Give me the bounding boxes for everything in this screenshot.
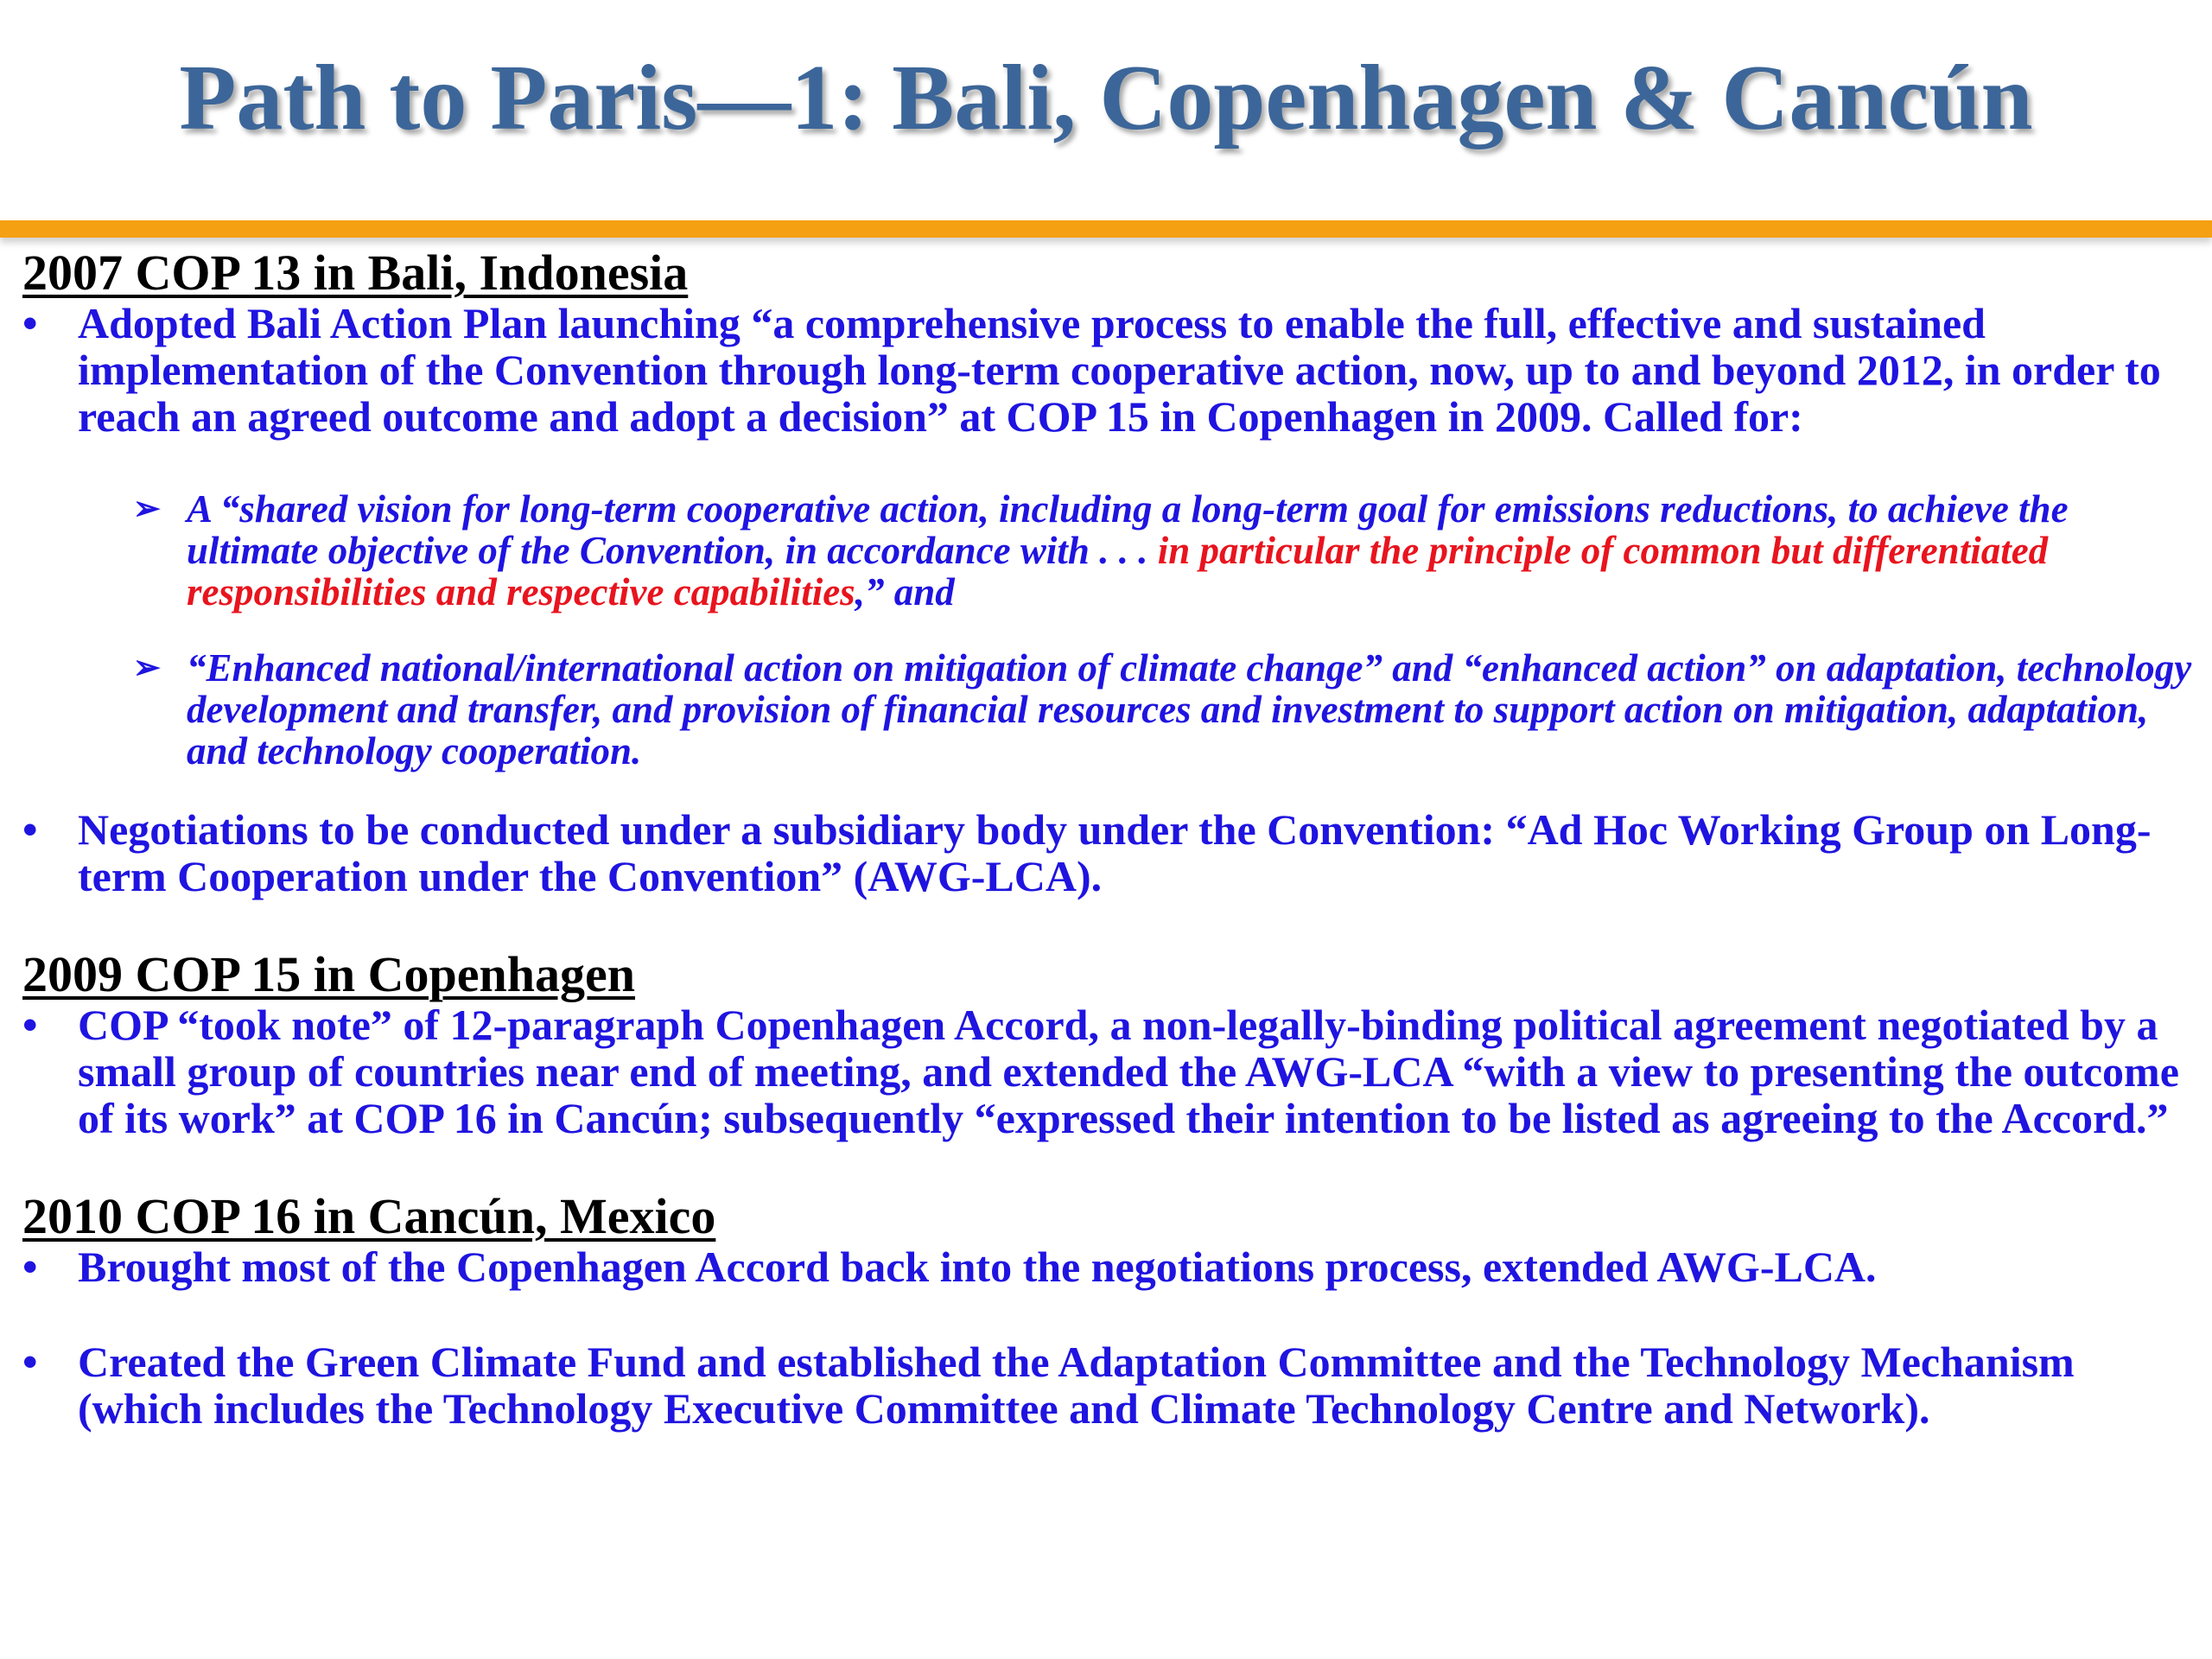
- bullet-dot-icon: •: [22, 1338, 38, 1386]
- bullet-text: Negotiations to be conducted under a subsidiary body under the Convention: “Ad Hoc Working Group on Long-term Cooperation under the Convention” (AWG-LCA).: [78, 805, 2152, 900]
- bali-sub-shared-vision: [133, 487, 2200, 613]
- bullet-dot-icon: •: [22, 299, 38, 347]
- bali-bullet-negotiations: [22, 806, 2200, 899]
- bullet-text: Brought most of the Copenhagen Accord back into the negotiations process, extended AWG-LCA.: [78, 1243, 1877, 1291]
- slide-content: [22, 246, 2200, 1432]
- arrow-bullet-icon: ➢: [133, 650, 161, 686]
- arrow-bullet-icon: ➢: [133, 491, 161, 527]
- section-heading-copenhagen: 2009 COP 15 in Copenhagen: [22, 946, 635, 1002]
- bali-bullet-action-plan: [22, 300, 2200, 440]
- bali-sub-enhanced-action: [133, 646, 2200, 772]
- sub-text-highlight: in particular the principle of common but differentiated responsibilities and respective capabilities: [187, 529, 2049, 613]
- bullet-dot-icon: •: [22, 805, 38, 854]
- section-heading-cancun: 2010 COP 16 in Cancún, Mexico: [22, 1188, 716, 1244]
- sub-text: “Enhanced national/international action on mitigation of climate change” and “enhanced action” on adaptation, technology development and transfer, and provision of financial resources and investment to support action on mitigation, adaptation, and technology cooperation.: [187, 646, 2192, 772]
- bullet-dot-icon: •: [22, 1243, 38, 1291]
- title-divider: [0, 220, 2212, 238]
- bullet-text: COP “took note” of 12-paragraph Copenhagen Accord, a non-legally-binding political agreement negotiated by a small group of countries near end of meeting, and extended the AWG-LCA “with a view to presenting the outcome of its work” at COP 16 in Cancún; subsequently “expressed their intention to be listed as agreeing to the Accord.”: [78, 1001, 2179, 1142]
- sub-text-end: ,” and: [855, 570, 955, 613]
- section-heading-bali: 2007 COP 13 in Bali, Indonesia: [22, 245, 689, 301]
- copenhagen-bullet-accord: [22, 1001, 2200, 1141]
- bullet-text: Created the Green Climate Fund and established the Adaptation Committee and the Technology Mechanism (which includes the Technology Executive Committee and Climate Technology Centre and Network).: [78, 1338, 2075, 1433]
- cancun-bullet-accord-back: [22, 1243, 2200, 1290]
- bullet-text: Adopted Bali Action Plan launching “a comprehensive process to enable the full, effective and sustained implementation of the Convention through long-term cooperative action, now, up to and beyond 2012, in order to reach an agreed outcome and adopt a decision” at COP 15 in Copenhagen in 2009. Called for:: [78, 299, 2161, 441]
- cancun-bullet-green-climate-fund: [22, 1338, 2200, 1432]
- bullet-dot-icon: •: [22, 1001, 38, 1049]
- slide-title: Path to Paris—1: Bali, Copenhagen & Cancún: [179, 47, 2033, 149]
- sub-text: A “shared vision for long-term cooperative action, including a long-term goal for emissions reductions, to achieve the ultimate objective of the Convention, in accordance with . . .: [187, 487, 2069, 572]
